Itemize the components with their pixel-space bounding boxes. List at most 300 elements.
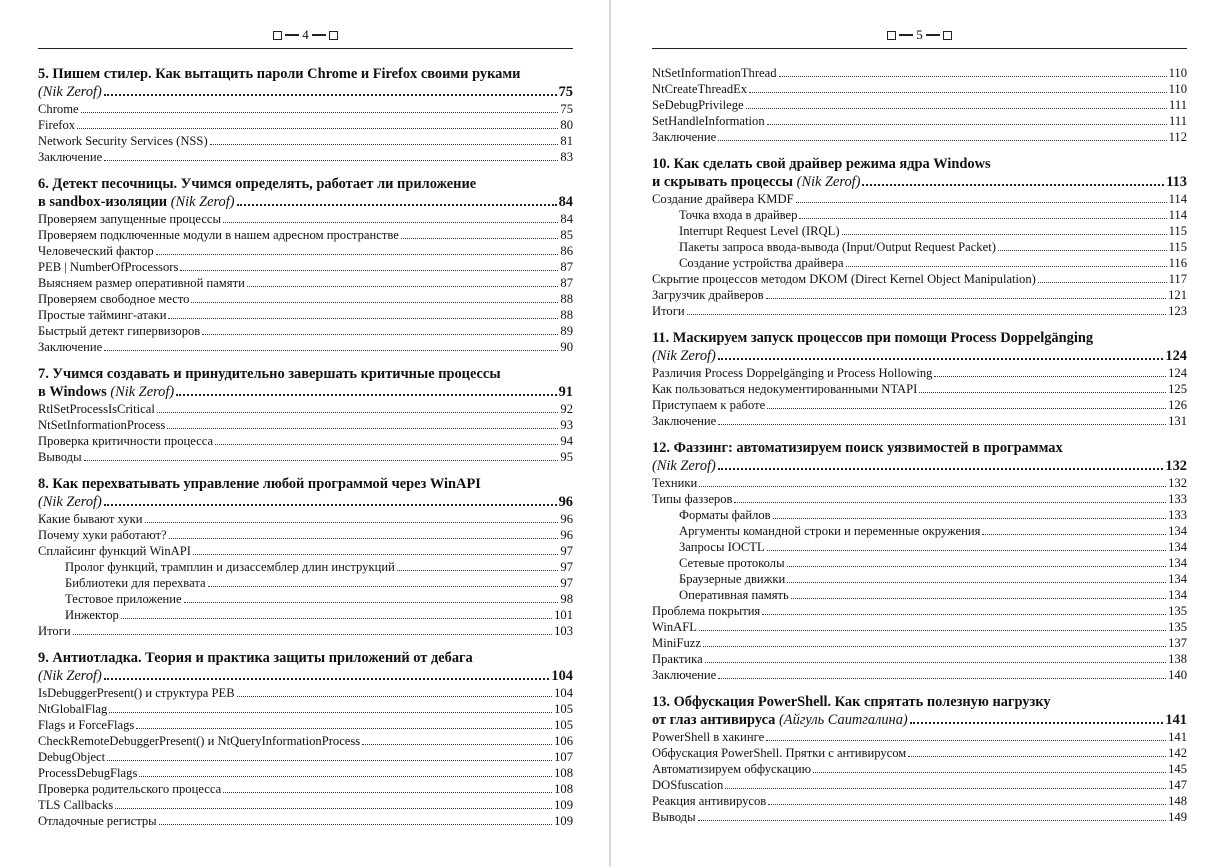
dot-leader (73, 634, 552, 635)
toc-entry-page: 83 (560, 150, 573, 164)
dot-leader (718, 468, 1164, 470)
toc-entry-label: Сплайсинг функций WinAPI (38, 544, 191, 558)
toc-entry[interactable] (652, 255, 1187, 271)
dot-leader (191, 302, 558, 303)
toc-entry-page: 142 (1168, 746, 1187, 760)
toc-entry-page: 116 (1168, 256, 1187, 270)
toc-entry[interactable] (38, 417, 573, 433)
toc-entry-page: 107 (554, 750, 573, 764)
dot-leader (773, 518, 1166, 519)
toc-entry-page: 149 (1168, 810, 1187, 824)
toc-entry-page: 114 (1168, 192, 1187, 206)
toc-entry[interactable] (652, 777, 1187, 793)
toc-entry-label: DebugObject (38, 750, 106, 764)
toc-entry-page: 133 (1168, 508, 1187, 522)
toc-entry[interactable] (652, 129, 1187, 145)
toc-entry-label: NtCreateThreadEx (652, 82, 748, 96)
chapter-author: (Nik Zerof) (38, 668, 102, 684)
toc-entry[interactable] (38, 607, 573, 623)
dot-leader (145, 522, 559, 523)
chapter-title[interactable]: 13. Обфускация PowerShell. Как спрятать полезную нагрузку (652, 694, 1051, 710)
toc-entry-label: Какие бывают хуки (38, 512, 143, 526)
toc-entry-page: 126 (1168, 398, 1187, 412)
dot-leader (104, 678, 550, 680)
toc-entry[interactable] (652, 809, 1187, 825)
toc-entry-label: Проверяем подключенные модули в нашем адресном пространстве (38, 228, 399, 242)
toc-entry[interactable] (38, 433, 573, 449)
chapter-main-label (38, 383, 174, 401)
toc-entry-page: 111 (1169, 98, 1187, 112)
chapter-author: (Nik Zerof) (170, 194, 235, 210)
chapter-main-label (652, 457, 716, 475)
chapter-page: 96 (558, 494, 573, 510)
dot-leader (139, 776, 552, 777)
dot-leader (168, 318, 558, 319)
toc-continuation (652, 65, 1187, 145)
dot-leader (791, 598, 1166, 599)
toc-entry-page: 115 (1168, 224, 1187, 238)
toc-entry[interactable] (38, 243, 573, 259)
toc-entry-page: 109 (554, 798, 573, 812)
toc-entry[interactable] (652, 81, 1187, 97)
dot-leader (796, 202, 1167, 203)
dot-leader (779, 76, 1167, 77)
square-icon (943, 31, 952, 40)
dot-leader (746, 108, 1167, 109)
toc-entry-label: Выясняем размер оперативной памяти (38, 276, 245, 290)
toc-entry-label: Оперативная память (679, 588, 789, 602)
dot-leader (718, 358, 1164, 360)
toc-entry-label: Быстрый детект гипервизоров (38, 324, 201, 338)
chapter-title[interactable]: 10. Как сделать свой драйвер режима ядра Windows (652, 156, 991, 172)
toc-chapter (652, 329, 1187, 429)
toc-chapter (652, 693, 1187, 825)
toc-entry-label: PowerShell в хакинге (652, 730, 765, 744)
toc-entry-page: 105 (554, 702, 573, 716)
chapter-title[interactable]: 7. Учимся создавать и принудительно завершать критичные процессы (38, 366, 501, 382)
toc-entry-page: 93 (560, 418, 573, 432)
dot-leader (699, 486, 1166, 487)
page-number-ornament (887, 27, 952, 48)
dot-leader (180, 270, 558, 271)
toc-entry[interactable] (652, 555, 1187, 571)
dot-leader (934, 376, 1166, 377)
toc-entry[interactable] (38, 149, 573, 165)
chapter-main-label (652, 173, 860, 191)
dot-leader (734, 502, 1166, 503)
chapter-main-line[interactable] (38, 493, 573, 511)
chapter-main-line[interactable] (38, 383, 573, 401)
page-header (38, 0, 573, 49)
rule-dash (899, 34, 913, 36)
toc-entry-page: 110 (1168, 82, 1187, 96)
toc-entries (38, 49, 573, 829)
toc-entry-page: 84 (560, 212, 573, 226)
chapter-title-continuation: и скрывать процессы (652, 174, 794, 190)
chapter-page: 141 (1165, 712, 1187, 728)
toc-entry-page: 87 (560, 260, 573, 274)
toc-entry[interactable] (652, 587, 1187, 603)
toc-entry-page: 124 (1168, 366, 1187, 380)
square-icon (329, 31, 338, 40)
dot-leader (210, 144, 559, 145)
toc-entry-page: 97 (560, 544, 573, 558)
toc-entry[interactable] (38, 797, 573, 813)
chapter-title-continuation: от глаз антивируса (652, 712, 776, 728)
toc-entry-page: 135 (1168, 604, 1187, 618)
toc-entry[interactable] (652, 729, 1187, 745)
toc-entry[interactable] (38, 323, 573, 339)
toc-entry-label: Заключение (38, 150, 103, 164)
toc-entry[interactable] (652, 793, 1187, 809)
chapter-main-label (38, 193, 235, 211)
dot-leader (698, 820, 1167, 821)
toc-entry-label: Приступаем к работе (652, 398, 766, 412)
dot-leader (401, 238, 559, 239)
toc-entry[interactable] (652, 619, 1187, 635)
toc-entry-label: Итоги (38, 624, 71, 638)
toc-entry[interactable] (652, 303, 1187, 319)
dot-leader (982, 534, 1166, 535)
toc-chapter (38, 65, 573, 165)
dot-leader (687, 314, 1166, 315)
toc-entry-page: 105 (554, 718, 573, 732)
chapter-page: 113 (1166, 174, 1187, 190)
chapter-title-continuation: в sandbox-изоляции (38, 194, 168, 210)
toc-entry-label: Запросы IOCTL (679, 540, 765, 554)
toc-entry-page: 141 (1168, 730, 1187, 744)
toc-entry-page: 101 (554, 608, 573, 622)
toc-entry-label: Автоматизируем обфускацию (652, 762, 812, 776)
chapter-title[interactable]: 8. Как перехватывать управление любой программой через WinAPI (38, 476, 481, 492)
square-icon (273, 31, 282, 40)
toc-entry-page: 94 (560, 434, 573, 448)
toc-entry-label: Человеческий фактор (38, 244, 154, 258)
chapter-title[interactable]: 6. Детект песочницы. Учимся определять, работает ли приложение (38, 176, 477, 192)
dot-leader (767, 124, 1167, 125)
toc-entry-label: Как пользоваться недокументированными NTAPI (652, 382, 918, 396)
toc-entry-label: ProcessDebugFlags (38, 766, 138, 780)
toc-entry-page: 148 (1168, 794, 1187, 808)
toc-entry-page: 117 (1168, 272, 1187, 286)
toc-entry[interactable] (38, 101, 573, 117)
toc-entry-label: Network Security Services (NSS) (38, 134, 208, 148)
toc-entry-label: Почему хуки работают? (38, 528, 167, 542)
dot-leader (767, 550, 1166, 551)
dot-leader (703, 646, 1166, 647)
chapter-main-label (38, 667, 102, 685)
toc-entry[interactable] (38, 133, 573, 149)
dot-leader (136, 728, 552, 729)
toc-entry-label: Реакция антивирусов (652, 794, 767, 808)
chapter-main-line[interactable] (38, 193, 573, 211)
toc-entry[interactable] (38, 117, 573, 133)
toc-entry[interactable] (652, 651, 1187, 667)
toc-entry[interactable] (652, 381, 1187, 397)
toc-entry[interactable] (38, 575, 573, 591)
toc-entry[interactable] (38, 511, 573, 527)
toc-entry-page: 110 (1168, 66, 1187, 80)
toc-entry[interactable] (652, 475, 1187, 491)
toc-entry-page: 108 (554, 766, 573, 780)
toc-entry[interactable] (38, 211, 573, 227)
toc-entry-page: 86 (560, 244, 573, 258)
chapter-title[interactable]: 9. Антиотладка. Теория и практика защиты приложений от дебага (38, 650, 473, 666)
dot-leader (157, 412, 559, 413)
toc-entry-page: 96 (560, 512, 573, 526)
chapter-author: (Nik Zerof) (652, 458, 716, 474)
toc-entry-page: 98 (560, 592, 573, 606)
toc-entry-page: 96 (560, 528, 573, 542)
toc-entries (652, 49, 1187, 825)
dot-leader (223, 222, 558, 223)
toc-entry-label: Тестовое приложение (65, 592, 182, 606)
dot-leader (749, 92, 1166, 93)
toc-entry[interactable] (38, 307, 573, 323)
toc-entry[interactable] (38, 227, 573, 243)
toc-entry[interactable] (652, 365, 1187, 381)
toc-entry[interactable] (652, 507, 1187, 523)
chapter-title[interactable]: 5. Пишем стилер. Как вытащить пароли Chrome и Firefox своими руками (38, 66, 521, 82)
dot-leader (919, 392, 1166, 393)
dot-leader (193, 554, 558, 555)
toc-entry-page: 131 (1168, 414, 1187, 428)
dot-leader (104, 350, 558, 351)
toc-entry-label: Скрытие процессов методом DKOM (Direct Kernel Object Manipulation) (652, 272, 1036, 286)
toc-entry-label: Обфускация PowerShell. Прятки с антивирусом (652, 746, 907, 760)
toc-entry-label: Выводы (652, 810, 696, 824)
dot-leader (81, 112, 559, 113)
left-page (38, 0, 573, 829)
chapter-author: (Nik Zerof) (796, 174, 861, 190)
dot-leader (184, 602, 559, 603)
page-gutter (609, 0, 611, 867)
toc-chapter (652, 155, 1187, 319)
dot-leader (768, 804, 1166, 805)
toc-entry-label: NtSetInformationThread (652, 66, 777, 80)
toc-entry[interactable] (652, 223, 1187, 239)
chapter-main-line[interactable] (652, 347, 1187, 365)
toc-entry[interactable] (652, 571, 1187, 587)
toc-entry[interactable] (38, 275, 573, 291)
toc-entry[interactable] (652, 761, 1187, 777)
toc-chapter (38, 475, 573, 639)
chapter-main-line[interactable] (38, 83, 573, 101)
toc-entry-label: Различия Process Doppelgänging и Process Hollowing (652, 366, 933, 380)
dot-leader (237, 696, 552, 697)
toc-entry-label: Сетевые протоколы (679, 556, 785, 570)
rule-dash (285, 34, 299, 36)
right-page (652, 0, 1187, 825)
toc-entry[interactable] (652, 271, 1187, 287)
chapter-title[interactable]: 12. Фаззинг: автоматизируем поиск уязвимостей в программах (652, 440, 1063, 456)
toc-entry-page: 89 (560, 324, 573, 338)
toc-entry-page: 97 (560, 576, 573, 590)
toc-entry[interactable] (38, 685, 573, 701)
dot-leader (799, 218, 1166, 219)
dot-leader (910, 722, 1164, 724)
dot-leader (718, 424, 1166, 425)
toc-entry[interactable] (38, 813, 573, 829)
toc-entry[interactable] (38, 749, 573, 765)
toc-entry[interactable] (652, 413, 1187, 429)
dot-leader (109, 712, 552, 713)
dot-leader (998, 250, 1167, 251)
square-icon (887, 31, 896, 40)
toc-entry-label: Аргументы командной строки и переменные окружения (679, 524, 981, 538)
toc-entry[interactable] (652, 397, 1187, 413)
toc-entry-label: SeDebugPrivilege (652, 98, 744, 112)
chapter-author: (Nik Zerof) (110, 384, 175, 400)
toc-entry-label: Создание устройства драйвера (679, 256, 844, 270)
dot-leader (846, 266, 1167, 267)
toc-entry-label: Chrome (38, 102, 79, 116)
toc-entry-label: Проверяем запущенные процессы (38, 212, 221, 226)
toc-entry[interactable] (38, 259, 573, 275)
toc-entry-page: 80 (560, 118, 573, 132)
toc-entry[interactable] (652, 191, 1187, 207)
dot-leader (176, 394, 556, 396)
dot-leader (787, 566, 1167, 567)
dot-leader (223, 792, 552, 793)
chapter-title-continuation: в Windows (38, 384, 107, 400)
toc-entry-page: 90 (560, 340, 573, 354)
toc-entry-page: 75 (560, 102, 573, 116)
toc-entry[interactable] (38, 291, 573, 307)
toc-entry-page: 114 (1168, 208, 1187, 222)
toc-entry-label: DOSfuscation (652, 778, 724, 792)
dot-leader (766, 740, 1166, 741)
chapter-author: (Nik Zerof) (38, 494, 102, 510)
toc-entry-page: 87 (560, 276, 573, 290)
dot-leader (215, 444, 558, 445)
toc-entry-page: 109 (554, 814, 573, 828)
dot-leader (104, 504, 557, 506)
toc-entry[interactable] (652, 603, 1187, 619)
toc-entry-page: 104 (554, 686, 573, 700)
toc-entry[interactable] (652, 635, 1187, 651)
dot-leader (247, 286, 559, 287)
dot-leader (202, 334, 558, 335)
toc-entry-page: 121 (1168, 288, 1187, 302)
dot-leader (115, 808, 552, 809)
toc-chapter (38, 649, 573, 829)
toc-entry-page: 147 (1168, 778, 1187, 792)
toc-entry[interactable] (38, 781, 573, 797)
chapter-author: (Nik Zerof) (652, 348, 716, 364)
dot-leader (767, 408, 1166, 409)
toc-entry[interactable] (38, 717, 573, 733)
chapter-main-line[interactable] (652, 173, 1187, 191)
toc-entry[interactable] (652, 207, 1187, 223)
rule-dash (312, 34, 326, 36)
toc-entry-page: 134 (1168, 572, 1187, 586)
toc-entry[interactable] (652, 667, 1187, 683)
dot-leader (397, 570, 559, 571)
page-number: 5 (916, 27, 923, 42)
dot-leader (121, 618, 552, 619)
toc-entry-label: Flags и ForceFlags (38, 718, 135, 732)
toc-entry-label: Практика (652, 652, 703, 666)
chapter-page: 91 (558, 384, 573, 400)
toc-entry[interactable] (38, 401, 573, 417)
toc-entry[interactable] (652, 287, 1187, 303)
toc-entry[interactable] (38, 733, 573, 749)
toc-entry[interactable] (38, 559, 573, 575)
toc-entry[interactable] (38, 701, 573, 717)
toc-entry[interactable] (652, 65, 1187, 81)
toc-entry-label: Заключение (652, 130, 717, 144)
toc-entry-page: 138 (1168, 652, 1187, 666)
toc-entry[interactable] (38, 527, 573, 543)
toc-entry[interactable] (38, 591, 573, 607)
chapter-main-line[interactable] (652, 457, 1187, 475)
toc-entry-page: 134 (1168, 588, 1187, 602)
toc-entry[interactable] (38, 623, 573, 639)
toc-entry-label: SetHandleInformation (652, 114, 765, 128)
toc-entry-label: TLS Callbacks (38, 798, 114, 812)
toc-entry-page: 125 (1168, 382, 1187, 396)
toc-entry-label: Пакеты запроса ввода-вывода (Input/Output Request Packet) (679, 240, 996, 254)
dot-leader (705, 662, 1166, 663)
toc-entry-label: Типы фаззеров (652, 492, 733, 506)
toc-entry[interactable] (652, 745, 1187, 761)
toc-entry-page: 133 (1168, 492, 1187, 506)
page-number: 4 (302, 27, 309, 42)
dot-leader (762, 614, 1166, 615)
toc-entry[interactable] (652, 539, 1187, 555)
chapter-main-line[interactable] (652, 711, 1187, 729)
toc-entry-label: MiniFuzz (652, 636, 701, 650)
toc-entry-page: 95 (560, 450, 573, 464)
toc-entry-label: WinAFL (652, 620, 697, 634)
page-number-ornament (273, 27, 338, 48)
toc-entry[interactable] (652, 523, 1187, 539)
toc-entry-label: Пролог функций, трамплин и дизассемблер длин инструкций (65, 560, 395, 574)
rule-dash (926, 34, 940, 36)
toc-entry-label: Браузерные движки (679, 572, 786, 586)
toc-entry-page: 132 (1168, 476, 1187, 490)
toc-entry-label: Проблема покрытия (652, 604, 761, 618)
toc-entry-page: 92 (560, 402, 573, 416)
dot-leader (699, 630, 1166, 631)
dot-leader (107, 760, 552, 761)
toc-entry-page: 85 (560, 228, 573, 242)
chapter-main-line[interactable] (38, 667, 573, 685)
toc-entry-page: 112 (1168, 130, 1187, 144)
chapter-main-label (38, 83, 102, 101)
toc-entry-page: 137 (1168, 636, 1187, 650)
toc-entry[interactable] (38, 765, 573, 781)
toc-entry-label: Проверяем свободное место (38, 292, 190, 306)
toc-entry[interactable] (652, 239, 1187, 255)
chapter-author: (Nik Zerof) (38, 84, 102, 100)
toc-entry[interactable] (652, 97, 1187, 113)
toc-entry-label: Точка входа в драйвер (679, 208, 798, 222)
toc-chapter (652, 439, 1187, 683)
toc-entry-label: Загрузчик драйверов (652, 288, 764, 302)
chapter-title[interactable]: 11. Маскируем запуск процессов при помощи Process Doppelgänging (652, 330, 1094, 346)
toc-entry-label: Создание драйвера KMDF (652, 192, 794, 206)
toc-entry[interactable] (38, 543, 573, 559)
toc-entry[interactable] (38, 449, 573, 465)
toc-entry-label: NtSetInformationProcess (38, 418, 166, 432)
toc-entry[interactable] (652, 113, 1187, 129)
toc-entry[interactable] (38, 339, 573, 355)
chapter-page: 132 (1165, 458, 1187, 474)
toc-entry[interactable] (652, 491, 1187, 507)
toc-entry-page: 135 (1168, 620, 1187, 634)
